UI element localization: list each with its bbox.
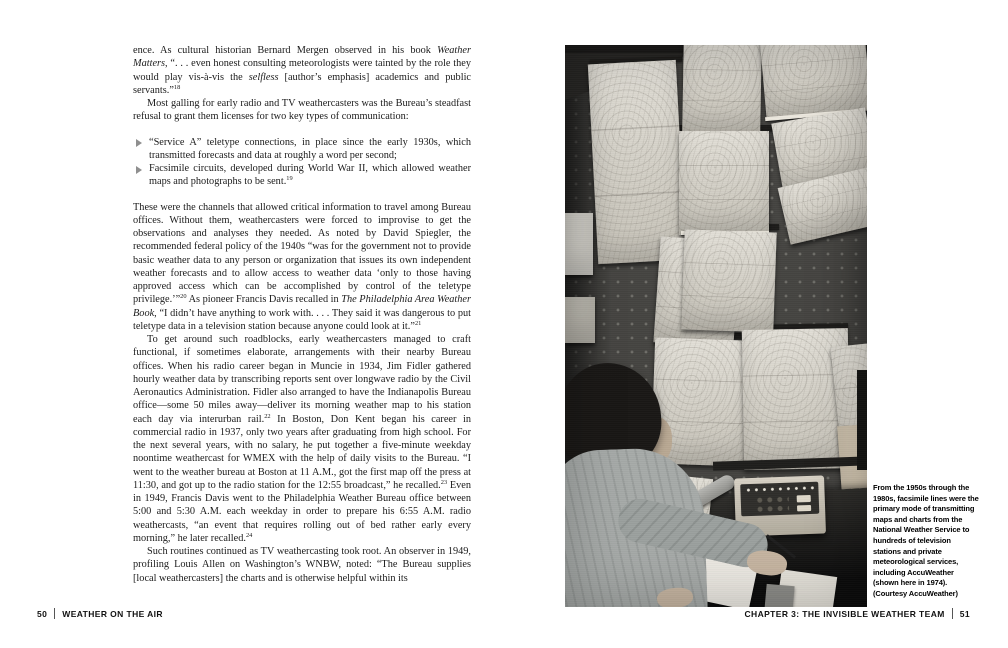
photo-caption: From the 1950s through the 1980s, facsimile lines were the primary mode of transmitting maps and charts from the National Weather Service to hundreds of television stations and private meteorological services, including AccuWeather (shown here in 1974). (Courtesy AccuWeather) [873,483,979,598]
footer-divider [54,608,55,619]
small-device [763,584,794,607]
console-key [797,495,811,502]
weather-map-sheet [588,60,686,264]
paragraph: To get around such roadblocks, early weathercasters managed to craft functional, if sometimes elaborate, arrangements with their nearby Bureau offices. When his radio career began in Muncie in 1934, Jim Fidler gathered hourly weather data by transcribing reports sent over longwave radio by the Civil Aeronautics Administration. Fidler also arranged to have the Indianapolis Bureau office—some 50 miles away—deliver its morning weather map to his station each day via interurban rail.$^{22}$ In Boston, Don Kent began his career in commercial radio in 1937, only two years after graduating from high school. For the next several years, with no salary, he put together a five-minute weekday noontime weathercast for WMEX with the help of daily visits to the Bureau. “I went to the weather bureau at Boston at 11 A.M., got the first map off the press at 11:30, and got up to the radio station for the 12:55 broadcast,” he recalled.$^{23}$ Even in 1949, Francis Davis went to the Philadelphia Weather Bureau office between 5:00 and 5:30 A.M. each weekday in order to prepare his 6:55 A.M. radio weathercasts, “an event that requires rolling out of bed rather early every morning,” he later recalled.$^{24}$ [133,334,471,544]
triangle-bullet-icon [136,166,142,174]
paragraph-continuation: ence. As cultural historian Bernard Mergen observed in his book Weather Matters, “. . . even honest consulting meteorologists were tainted by the role they would play vis-à-vis the selfless [author’s emphasis] academics and public servants.”$^{18}$ [133,45,472,96]
rack-post [857,370,867,470]
wall-notepad [565,213,593,275]
paragraph: Most galling for early radio and TV weathercasters was the Bureau’s steadfast refusal to grant them licenses for two key types of communication: [133,98,471,123]
list-item [136,162,471,189]
page-number: 50 [37,608,48,619]
console-key [797,505,811,511]
console-button-row [744,485,814,493]
list-item [136,136,471,163]
list-item-text: Facsimile circuits, developed during World War II, which allowed weather maps and photographs to be sent.$^{19}$ [149,163,471,188]
bullet-list [136,136,471,189]
right-page-footer [745,608,971,619]
left-page-footer [37,608,163,619]
page-number: 51 [959,608,970,619]
console-face-panel [740,482,819,517]
list-item-text: “Service A” teletype connections, in place since the early 1930s, which transmitted forecasts and data at roughly a word per second; [149,136,471,161]
facsimile-weather-maps-photo [565,45,867,607]
body-text-column [133,44,471,585]
running-title: CHAPTER 3: THE INVISIBLE WEATHER TEAM [744,608,945,619]
running-title: WEATHER ON THE AIR [62,608,163,619]
weather-map-sheet [760,45,867,119]
footer-divider [952,608,953,619]
paragraph: Such routines continued as TV weathercasting took root. An observer in 1949, profiling Louis Allen on Washington’s WNBW, noted: “The Bureau supplies [local weathercasters] the charts and is otherwise helpful within its [133,546,471,584]
weather-map-sheet [681,229,776,332]
triangle-bullet-icon [136,139,142,147]
weather-map-sheet [679,131,769,235]
wall-notes [565,297,595,343]
console-keypad [755,495,790,514]
paragraph: These were the channels that allowed critical information to travel among Bureau offices. Without them, weathercasters were forced to improvise to get the observations and analyses they needed. As noted by David Spiegler, the recommended federal policy of the 1940s “was for the government not to provide basic weather data to any person or organization that issues its own independent weather forecasts and to allow access to weather data ‘only to those having approved access which can be accomplished by control of the teletype privilege.’”$^{20}$ As pioneer Francis Davis recalled in The Philadelphia Area Weather Book, “I didn’t have anything to work with. . . . They said it was dangerous to put teletype data in a television station because anyone could look at it.”$^{21}$ [133,201,472,332]
weather-map-sheet [682,45,762,134]
